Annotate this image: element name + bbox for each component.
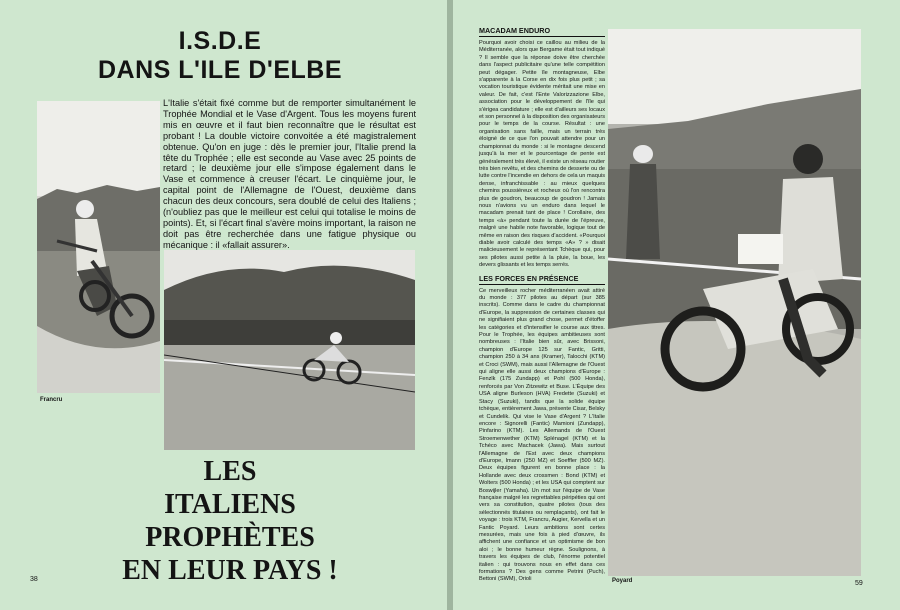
headline-line-2: ITALIENS xyxy=(164,489,296,520)
headline-line-1: LES xyxy=(203,456,257,487)
title-line-2: DANS L'ILE D'ELBE xyxy=(97,56,342,84)
right-page xyxy=(453,0,900,610)
photo-caption-poyard: Poyard xyxy=(612,578,633,584)
article-lede: L'Italie s'était fixé comme but de remporter simultanément le Trophée Mondial et le Vase d'Argent. Tous les moyens furent mis en œuvre et il faut bien reconnaître que le résultat est probant ! La double victoire convoitée a été magistralement obtenue. Qu'on en juge : dès le premier jour, l'Italie prend la tête du Trophée ; elle est seconde au Vase avec 25 points de retard ; le deuxième jour elle s'impose également dans le Vase et commence à creuser l'écart. Le cinquième jour, le capital point de l'Allemagne de l'Ouest, deuxième dans chacun des deux concours, sera doublé de celui des Italiens ; (n'oubliez pas que le meilleur est celui qui totalise le moins de points). Et, si l'écart final s'avère moins important, la raison ne doit pas être recherchée dans une fatigue physique ou mécanique : il «fallait assurer». xyxy=(163,98,416,250)
section-heading-forces: LES FORCES EN PRÉSENCE xyxy=(479,274,605,285)
left-page xyxy=(0,0,447,610)
section-text-forces: Ce merveilleux rocher méditerranéen avait attiré du monde : 377 pilotes au départ (sur 385 inscrits). Comme dans le cadre du championnat d'Europe, la suppression de certaines classes qui ne signifiaient plus grand chose, permet d'étoffer les catégories et d'intensifier le course aux titres. Pour le Trophée, les équipes ambitieuses sont nombreuses : l'Italie bien sûr, avec Brissoni, champion d'Europe 125 sur Fantic, Gritti, champion 250 à 34 ans (Kramer), Talocchi (KTM) et Croci (SWM), mais aussi l'Allemagne de l'Ouest qui aligne elle aussi deux champions d'Europe : Fenzlk (175 Zundapp) et Pohl (500 Honda), renforcés par Von Zitzewitz et Buse. L'Équipe des USA aligne Burleson (HVA) Fredette (Suzuki) et Stacy (Suzuki), tandis que la solide équipe tchèque, entièrement Jawa, présente Cisar, Belsky et Cundelik. Qui vise le Vase d'Argent ? L'Italie encore : Signorelli (Fantic) Mamioni (Zundapp), Pinfarino (KTM). Les Allemands de l'Ouest Stroemenwether (KTM) Splénagel (KTM) et la Tchéco avec Machacek (Jawa). Mais surtout l'Allemagne de l'Est avec deux champions d'Europe, Imann (250 MZ) et Soeffler (500 MZ). Deux équipes figurent en bonne place : la Hollande avec deux crossmen : Bond (KTM) et Wolters (500 Honda) ; et les USA qui comptent sur Boswijler (Yamaha). Un mot sur l'équipe de Vase française malgré les regrettables péripéties qui ont vers sa constitution, quatre pilotes (tous des sélectionnés titulaires ou remplaçants), ont fait le voyage : trois KTM, Francru, Augier, Kervella et un Fantic Poyard. Leurs ambitions sont certes mesurées, mais une fois à pied d'œuvre, ils affichent une confiance et un optimisme de bon aloi ; le bonne humeur règne. Soulignons, à travers les équipes de club, l'énorme potentiel italien : qui trouvons nous en effet dans ces formations ? Des gens comme Petrini (Puch), Bettoni (SWM), Orioli xyxy=(479,287,605,583)
page-number-right: 59 xyxy=(855,580,863,587)
section-text-macadam: Pourquoi avoir choisi ce caillou au milieu de la Méditerranée, alors que Bergame était tout indiqué ? Il semble que la réponse doive être cherchée dans l'aspect publicitaire qu'une telle compétition peut dégager. Petite île montagneuse, Elbe s'apparente à la Corse en dix fois plus petit ; sa vocation touristique évidente méritait une mise en valeur. De fait, c'est l'Ente Valorizzazione Elbe, association pour le développement de l'île qui s'érigea candidature ; elle est d'ailleurs ses locaux et son personnel à la disposition des organisateurs pour le temps de la course. Résultat : une organisation sans faille, mais un terrain très éloigné de ce que l'on pouvait attendre pour un championnat du monde : si le montagne descend jusqu'à la mer et le pourcentage de pente est généralement très élevé, il existe un réseau routier très bien revêtu, et des chemins de desserte ou de lutte contre l'incendie en dehors de cela un maquis dense, infranchissable : au mieux quelques chemins poussiéreux et rocheux où l'on rencontra plus de goudron, beaucoup de goudron ! Jamais nous n'avions vu un enduro dans lequel le macadam prenait tant de place ! Corollaire, des temps «à» pendant toute la durée de l'épreuve, malgré une habile note favorable, logique tout de même en raison des risques d'accident. «Pourquoi diable avoir calculé des temps «A» ? » disait malicieusement le représentant Tchèque qui, pour ses pilotes aussi petite à la pluie, la boue, les devers glissants et les temps serrés. xyxy=(479,40,605,269)
page-number-left: 38 xyxy=(30,576,38,583)
section-heading-macadam: MACADAM ENDURO xyxy=(479,26,605,37)
photo-rider-poyard xyxy=(608,29,861,576)
article-title xyxy=(75,27,365,85)
photo-race-start xyxy=(164,250,415,450)
photo-caption-francru: Francru xyxy=(40,397,63,403)
photo-rider-francru xyxy=(37,101,160,393)
article-headline xyxy=(80,455,380,587)
text-column xyxy=(479,26,605,588)
headline-line-3: PROPHÈTES xyxy=(145,522,315,553)
headline-line-4: EN LEUR PAYS ! xyxy=(122,555,338,586)
title-line-1: I.S.D.E xyxy=(178,27,262,55)
